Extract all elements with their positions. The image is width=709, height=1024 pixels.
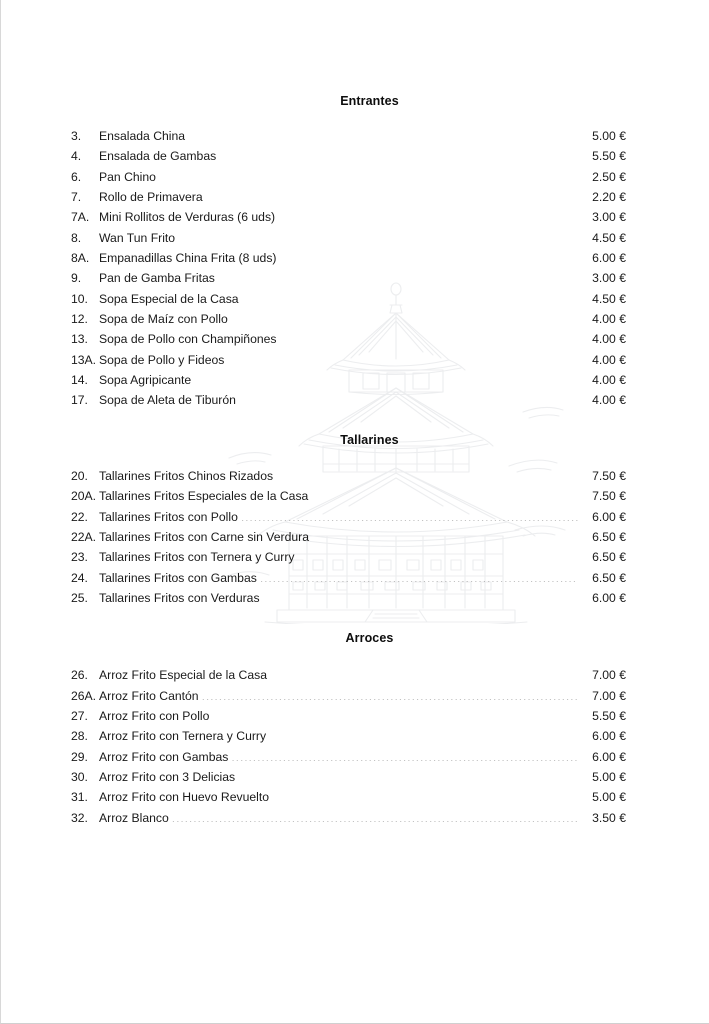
item-name: Arroz Frito Especial de la Casa — [99, 668, 267, 683]
menu-item[interactable] — [71, 466, 626, 486]
item-code: 7A. — [71, 210, 90, 225]
menu-item[interactable] — [71, 547, 626, 567]
item-name: Tallarines Fritos Chinos Rizados — [99, 468, 274, 483]
menu-item[interactable] — [71, 146, 626, 166]
item-name: Sopa de Pollo con Champiñones — [99, 332, 277, 347]
menu-item[interactable] — [71, 390, 626, 410]
menu-item[interactable] — [71, 747, 626, 767]
item-price: 5.50 € — [592, 708, 626, 723]
dot-leader — [218, 270, 578, 282]
item-name: Pan de Gamba Fritas — [99, 271, 215, 286]
item-name: Tallarines Fritos con Verduras — [99, 590, 260, 605]
dot-leader — [188, 128, 578, 140]
item-name: Arroz Frito con Pollo — [99, 708, 210, 723]
dot-leader — [202, 687, 578, 699]
menu-item[interactable] — [71, 486, 626, 506]
dot-leader — [263, 590, 578, 602]
item-name: Ensalada de Gambas — [99, 149, 217, 164]
menu-item[interactable] — [71, 289, 626, 309]
item-name: Arroz Blanco — [99, 810, 169, 825]
item-price: 7.50 € — [592, 468, 626, 483]
dot-leader — [178, 230, 578, 242]
item-code: 14. — [71, 373, 88, 388]
item-name: Arroz Frito con 3 Delicias — [99, 769, 236, 784]
menu-item[interactable] — [71, 268, 626, 288]
dot-leader — [241, 508, 578, 520]
item-code: 26A. — [71, 688, 97, 703]
dot-leader — [312, 529, 578, 541]
item-price: 4.00 € — [592, 312, 626, 327]
item-name: Arroz Frito con Gambas — [99, 749, 229, 764]
item-price: 4.50 € — [592, 291, 626, 306]
dot-leader — [272, 789, 578, 801]
item-code: 29. — [71, 749, 88, 764]
menu-section-arroces — [71, 608, 626, 828]
item-price: 7.00 € — [592, 688, 626, 703]
section-title-arroces: Arroces — [345, 631, 394, 646]
item-price: 6.50 € — [592, 570, 626, 585]
item-name: Sopa Especial de la Casa — [99, 291, 239, 306]
item-code: 12. — [71, 312, 88, 327]
item-price: 6.50 € — [592, 550, 626, 565]
item-name: Ensalada China — [99, 129, 186, 143]
menu-item[interactable] — [71, 726, 626, 746]
item-price: 5.00 € — [592, 129, 626, 143]
item-code: 26. — [71, 668, 88, 683]
item-price: 6.50 € — [592, 529, 626, 544]
menu-item[interactable] — [71, 588, 626, 608]
dot-leader — [212, 708, 578, 720]
item-code: 17. — [71, 393, 88, 408]
dot-leader — [172, 809, 578, 821]
item-code: 25. — [71, 590, 88, 605]
item-price: 6.00 € — [592, 749, 626, 764]
menu-item[interactable] — [71, 706, 626, 726]
menu-item[interactable] — [71, 568, 626, 588]
item-name: Sopa de Maíz con Pollo — [99, 312, 228, 327]
menu-item[interactable] — [71, 787, 626, 807]
item-code: 10. — [71, 291, 88, 306]
item-price: 5.00 € — [592, 790, 626, 805]
item-code: 13. — [71, 332, 88, 347]
item-code: 32. — [71, 810, 88, 825]
item-list-tallarines — [71, 466, 626, 608]
item-price: 3.00 € — [592, 210, 626, 225]
dot-leader — [219, 148, 578, 160]
dot-leader — [194, 372, 578, 384]
dot-leader — [239, 392, 578, 404]
item-code: 28. — [71, 729, 88, 744]
item-name: Empanadillas China Frita (8 uds) — [99, 251, 277, 266]
item-name: Sopa de Aleta de Tiburón — [99, 393, 236, 408]
item-price: 7.50 € — [592, 489, 626, 504]
item-name: Mini Rollitos de Verduras (6 uds) — [99, 210, 276, 225]
dot-leader — [231, 311, 578, 323]
dot-leader — [242, 291, 578, 303]
dot-leader — [278, 209, 578, 221]
item-name: Arroz Frito con Huevo Revuelto — [99, 790, 270, 805]
menu-item[interactable] — [71, 309, 626, 329]
section-title-entrantes: Entrantes — [340, 94, 399, 108]
menu-item[interactable] — [71, 248, 626, 268]
item-code: 20. — [71, 468, 88, 483]
dot-leader — [238, 769, 578, 781]
dot-leader — [231, 748, 578, 760]
item-code: 3. — [71, 129, 82, 143]
item-name: Tallarines Fritos con Pollo — [99, 509, 238, 524]
dot-leader — [279, 250, 578, 262]
dot-leader — [227, 352, 578, 364]
menu-item[interactable] — [71, 370, 626, 390]
item-price: 3.50 € — [592, 810, 626, 825]
item-code: 9. — [71, 271, 82, 286]
menu-item[interactable] — [71, 126, 626, 146]
menu-item[interactable] — [71, 350, 626, 370]
item-code: 27. — [71, 708, 88, 723]
item-code: 24. — [71, 570, 88, 585]
item-code: 30. — [71, 769, 88, 784]
item-price: 4.00 € — [592, 373, 626, 388]
item-code: 13A. — [71, 352, 97, 367]
item-name: Rollo de Primavera — [99, 190, 203, 205]
item-name: Sopa Agripicante — [99, 373, 192, 388]
menu-item[interactable] — [71, 527, 626, 547]
item-price: 4.00 € — [592, 393, 626, 408]
item-name: Tallarines Fritos Especiales de la Casa — [99, 489, 309, 504]
menu-section-tallarines — [71, 411, 626, 608]
item-code: 8A. — [71, 251, 90, 266]
dot-leader — [276, 468, 578, 480]
item-price: 6.00 € — [592, 729, 626, 744]
item-name: Arroz Frito Cantón — [99, 688, 199, 703]
item-name: Tallarines Fritos con Gambas — [99, 570, 257, 585]
item-price: 2.20 € — [592, 190, 626, 205]
item-list-arroces — [71, 665, 626, 828]
item-name: Wan Tun Frito — [99, 230, 176, 245]
item-name: Sopa de Pollo y Fideos — [99, 352, 225, 367]
dot-leader — [298, 549, 578, 561]
item-price: 5.50 € — [592, 149, 626, 164]
dot-leader — [270, 667, 578, 679]
item-name: Tallarines Fritos con Ternera y Curry — [99, 550, 295, 565]
item-code: 31. — [71, 790, 88, 805]
menu-item[interactable] — [71, 808, 626, 828]
item-price: 7.00 € — [592, 668, 626, 683]
item-code: 6. — [71, 169, 82, 184]
dot-leader — [206, 189, 578, 201]
dot-leader — [311, 488, 578, 500]
menu-item[interactable] — [71, 207, 626, 227]
menu-item[interactable] — [71, 767, 626, 787]
dot-leader — [269, 728, 578, 740]
item-code: 7. — [71, 190, 82, 205]
item-price: 5.00 € — [592, 769, 626, 784]
menu-item[interactable] — [71, 329, 626, 349]
item-code: 22A. — [71, 529, 97, 544]
item-code: 8. — [71, 230, 82, 245]
item-name: Arroz Frito con Ternera y Curry — [99, 729, 267, 744]
dot-leader — [260, 569, 578, 581]
item-price: 6.00 € — [592, 590, 626, 605]
section-title-tallarines: Tallarines — [340, 432, 399, 447]
menu-section-entrantes — [71, 0, 626, 411]
menu-item[interactable] — [71, 507, 626, 527]
item-price: 3.00 € — [592, 271, 626, 286]
menu-item[interactable] — [71, 187, 626, 207]
item-price: 4.50 € — [592, 230, 626, 245]
item-name: Pan Chino — [99, 169, 156, 184]
item-code: 20A. — [71, 489, 97, 504]
item-price: 4.00 € — [592, 332, 626, 347]
item-code: 4. — [71, 149, 82, 164]
menu-item[interactable] — [71, 665, 626, 685]
item-list-entrantes — [71, 126, 626, 411]
menu-item[interactable] — [71, 228, 626, 248]
menu-item[interactable] — [71, 686, 626, 706]
item-price: 4.00 € — [592, 352, 626, 367]
item-price: 2.50 € — [592, 169, 626, 184]
item-code: 22. — [71, 509, 88, 524]
item-code: 23. — [71, 550, 88, 565]
item-name: Tallarines Fritos con Carne sin Verdura — [99, 529, 309, 544]
menu-item[interactable] — [71, 167, 626, 187]
menu-content — [1, 0, 709, 828]
item-price: 6.00 € — [592, 251, 626, 266]
item-price: 6.00 € — [592, 509, 626, 524]
dot-leader — [280, 331, 578, 343]
dot-leader — [159, 169, 578, 181]
